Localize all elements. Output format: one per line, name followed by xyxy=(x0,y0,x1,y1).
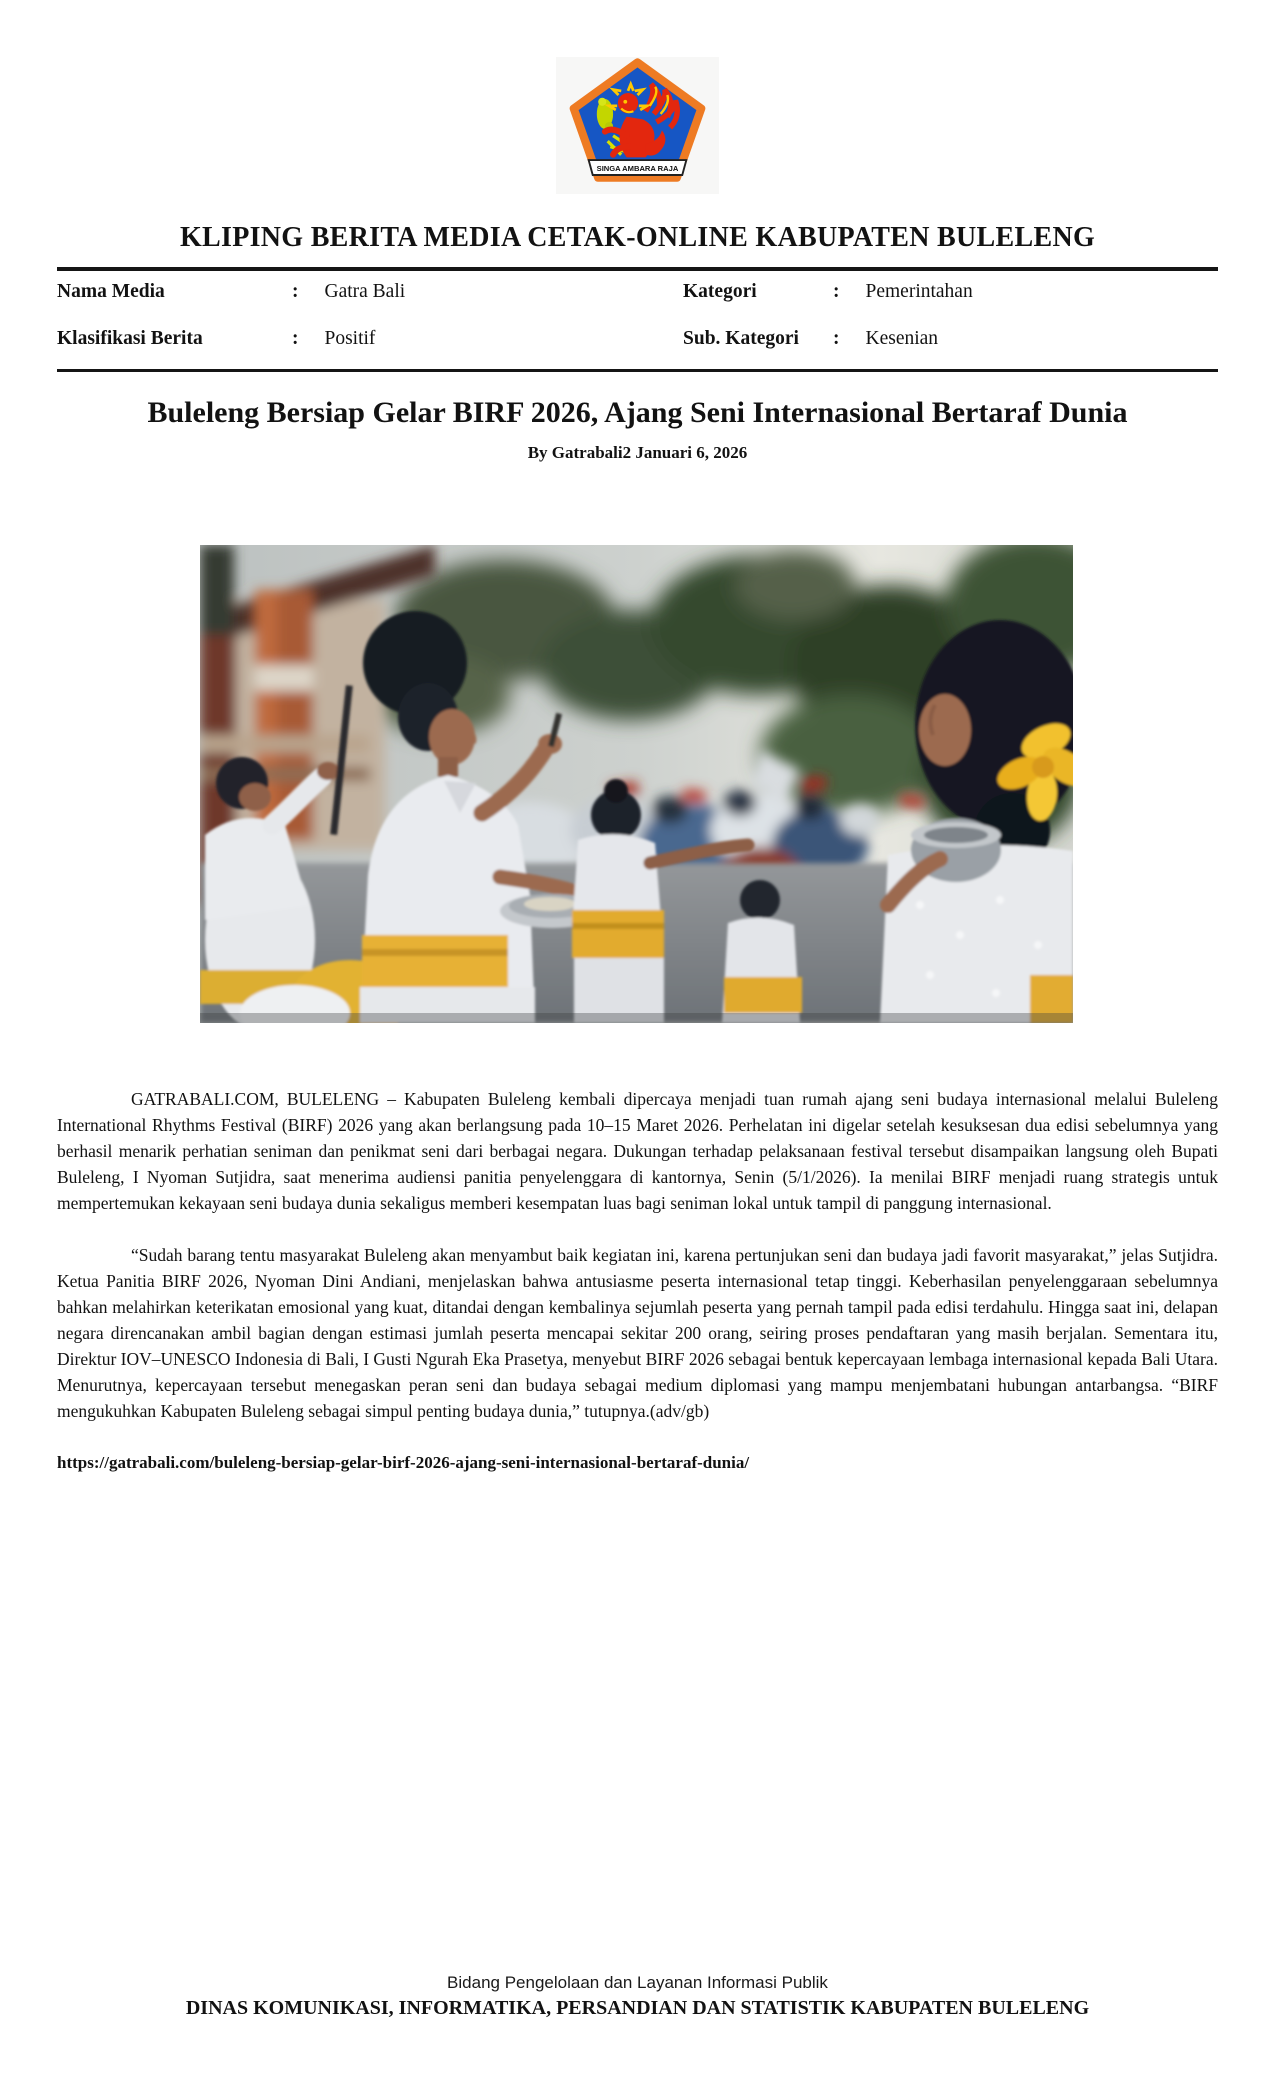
meta-row-klasifikasi xyxy=(57,328,677,358)
meta-value: Positif xyxy=(324,328,376,349)
page-title: KLIPING BERITA MEDIA CETAK-ONLINE KABUPATEN BULELENG xyxy=(179,222,1096,253)
meta-label: Sub. Kategori xyxy=(683,328,799,349)
procession-photo-illustration xyxy=(200,545,1073,1023)
meta-value: Gatra Bali xyxy=(324,281,406,302)
footer-agency-line: DINAS KOMUNIKASI, INFORMATIKA, PERSANDIAN DAN STATISTIK KABUPATEN BULELENG xyxy=(185,1997,1090,2019)
meta-value: Pemerintahan xyxy=(865,281,973,302)
article-body xyxy=(57,1086,1218,1476)
divider-top xyxy=(57,267,1218,271)
photo-bottom-edge xyxy=(200,1013,1073,1023)
meta-label: Nama Media xyxy=(57,281,165,302)
source-url-link[interactable]: https://gatrabali.com/buleleng-bersiap-gelar-birf-2026-ajang-seni-internasional-bertaraf-dunia/ xyxy=(57,1453,750,1472)
meta-row-sub-kategori xyxy=(683,328,1218,358)
meta-row-nama-media xyxy=(57,281,677,311)
article-headline: Buleleng Bersiap Gelar BIRF 2026, Ajang Seni Internasional Bertaraf Dunia xyxy=(147,396,1128,429)
buleleng-logo xyxy=(556,57,719,194)
metadata-left-column xyxy=(57,281,677,375)
article-byline: By Gatrabali2 Januari 6, 2026 xyxy=(527,443,748,462)
meta-value: Kesenian xyxy=(865,328,939,349)
meta-colon: : xyxy=(292,328,299,349)
meta-label: Klasifikasi Berita xyxy=(57,328,203,349)
metadata-right-column xyxy=(683,281,1218,375)
meta-label: Kategori xyxy=(683,281,757,302)
paragraph-1: GATRABALI.COM, BULELENG – Kabupaten Buleleng kembali dipercaya menjadi tuan rumah ajang seni budaya internasional melalui Buleleng International Rhythms Festival (BIRF) 2026 yang akan berlangsung pada 10–15 Maret 2026. Perhelatan ini digelar setelah kesuksesan dua edisi sebelumnya yang berhasil menarik perhatian seniman dan penikmat seni dari berbagai negara. Dukungan terhadap pelaksanaan festival tersebut disampaikan langsung oleh Bupati Buleleng, I Nyoman Sutjidra, saat menerima audiensi panitia penyelenggara di kantornya, Senin (5/1/2026). Ia menilai BIRF menjadi ruang strategis untuk mempertemukan kekayaan seni budaya dunia sekaligus memberi kesempatan luas bagi seniman lokal untuk tampil di panggung internasional. xyxy=(57,1089,1218,1213)
pentagon-crest-icon xyxy=(556,57,719,194)
divider-bottom xyxy=(57,369,1218,372)
meta-row-kategori xyxy=(683,281,1218,311)
logo-banner-text: SINGA AMBARA RAJA xyxy=(596,163,679,173)
paragraph-2: “Sudah barang tentu masyarakat Buleleng akan menyambut baik kegiatan ini, karena pertunjukan seni dan budaya jadi favorit masyarakat,” jelas Sutjidra. Ketua Panitia BIRF 2026, Nyoman Dini Andiani, menjelaskan bahwa antusiasme peserta internasional tetap tinggi. Keberhasilan penyelenggaraan sebelumnya bahkan melahirkan keterikatan emosional yang kuat, ditandai dengan kembalinya sejumlah peserta yang pernah tampil pada edisi terdahulu. Hingga saat ini, delapan negara direncanakan ambil bagian dengan estimasi jumlah peserta mencapai sekitar 200 orang, seiring proses pendaftaran yang masih berjalan. Sementara itu, Direktur IOV–UNESCO Indonesia di Bali, I Gusti Ngurah Eka Prasetya, menyebut BIRF 2026 sebagai bentuk kepercayaan lembaga internasional kepada Bali Utara. Menurutnya, kepercayaan tersebut menegaskan peran seni dan budaya sebagai medium diplomasi yang mampu menjembatani hubungan antarbangsa. “BIRF mengukuhkan Kabupaten Buleleng sebagai simpul penting budaya dunia,” tutupnya.(adv/gb) xyxy=(57,1245,1218,1421)
banner-ribbon xyxy=(589,160,687,175)
meta-colon: : xyxy=(833,281,840,302)
footer-department-line: Bidang Pengelolaan dan Layanan Informasi Publik xyxy=(447,1973,828,1992)
meta-colon: : xyxy=(833,328,840,349)
meta-colon: : xyxy=(292,281,299,302)
article-photo xyxy=(200,545,1073,1023)
